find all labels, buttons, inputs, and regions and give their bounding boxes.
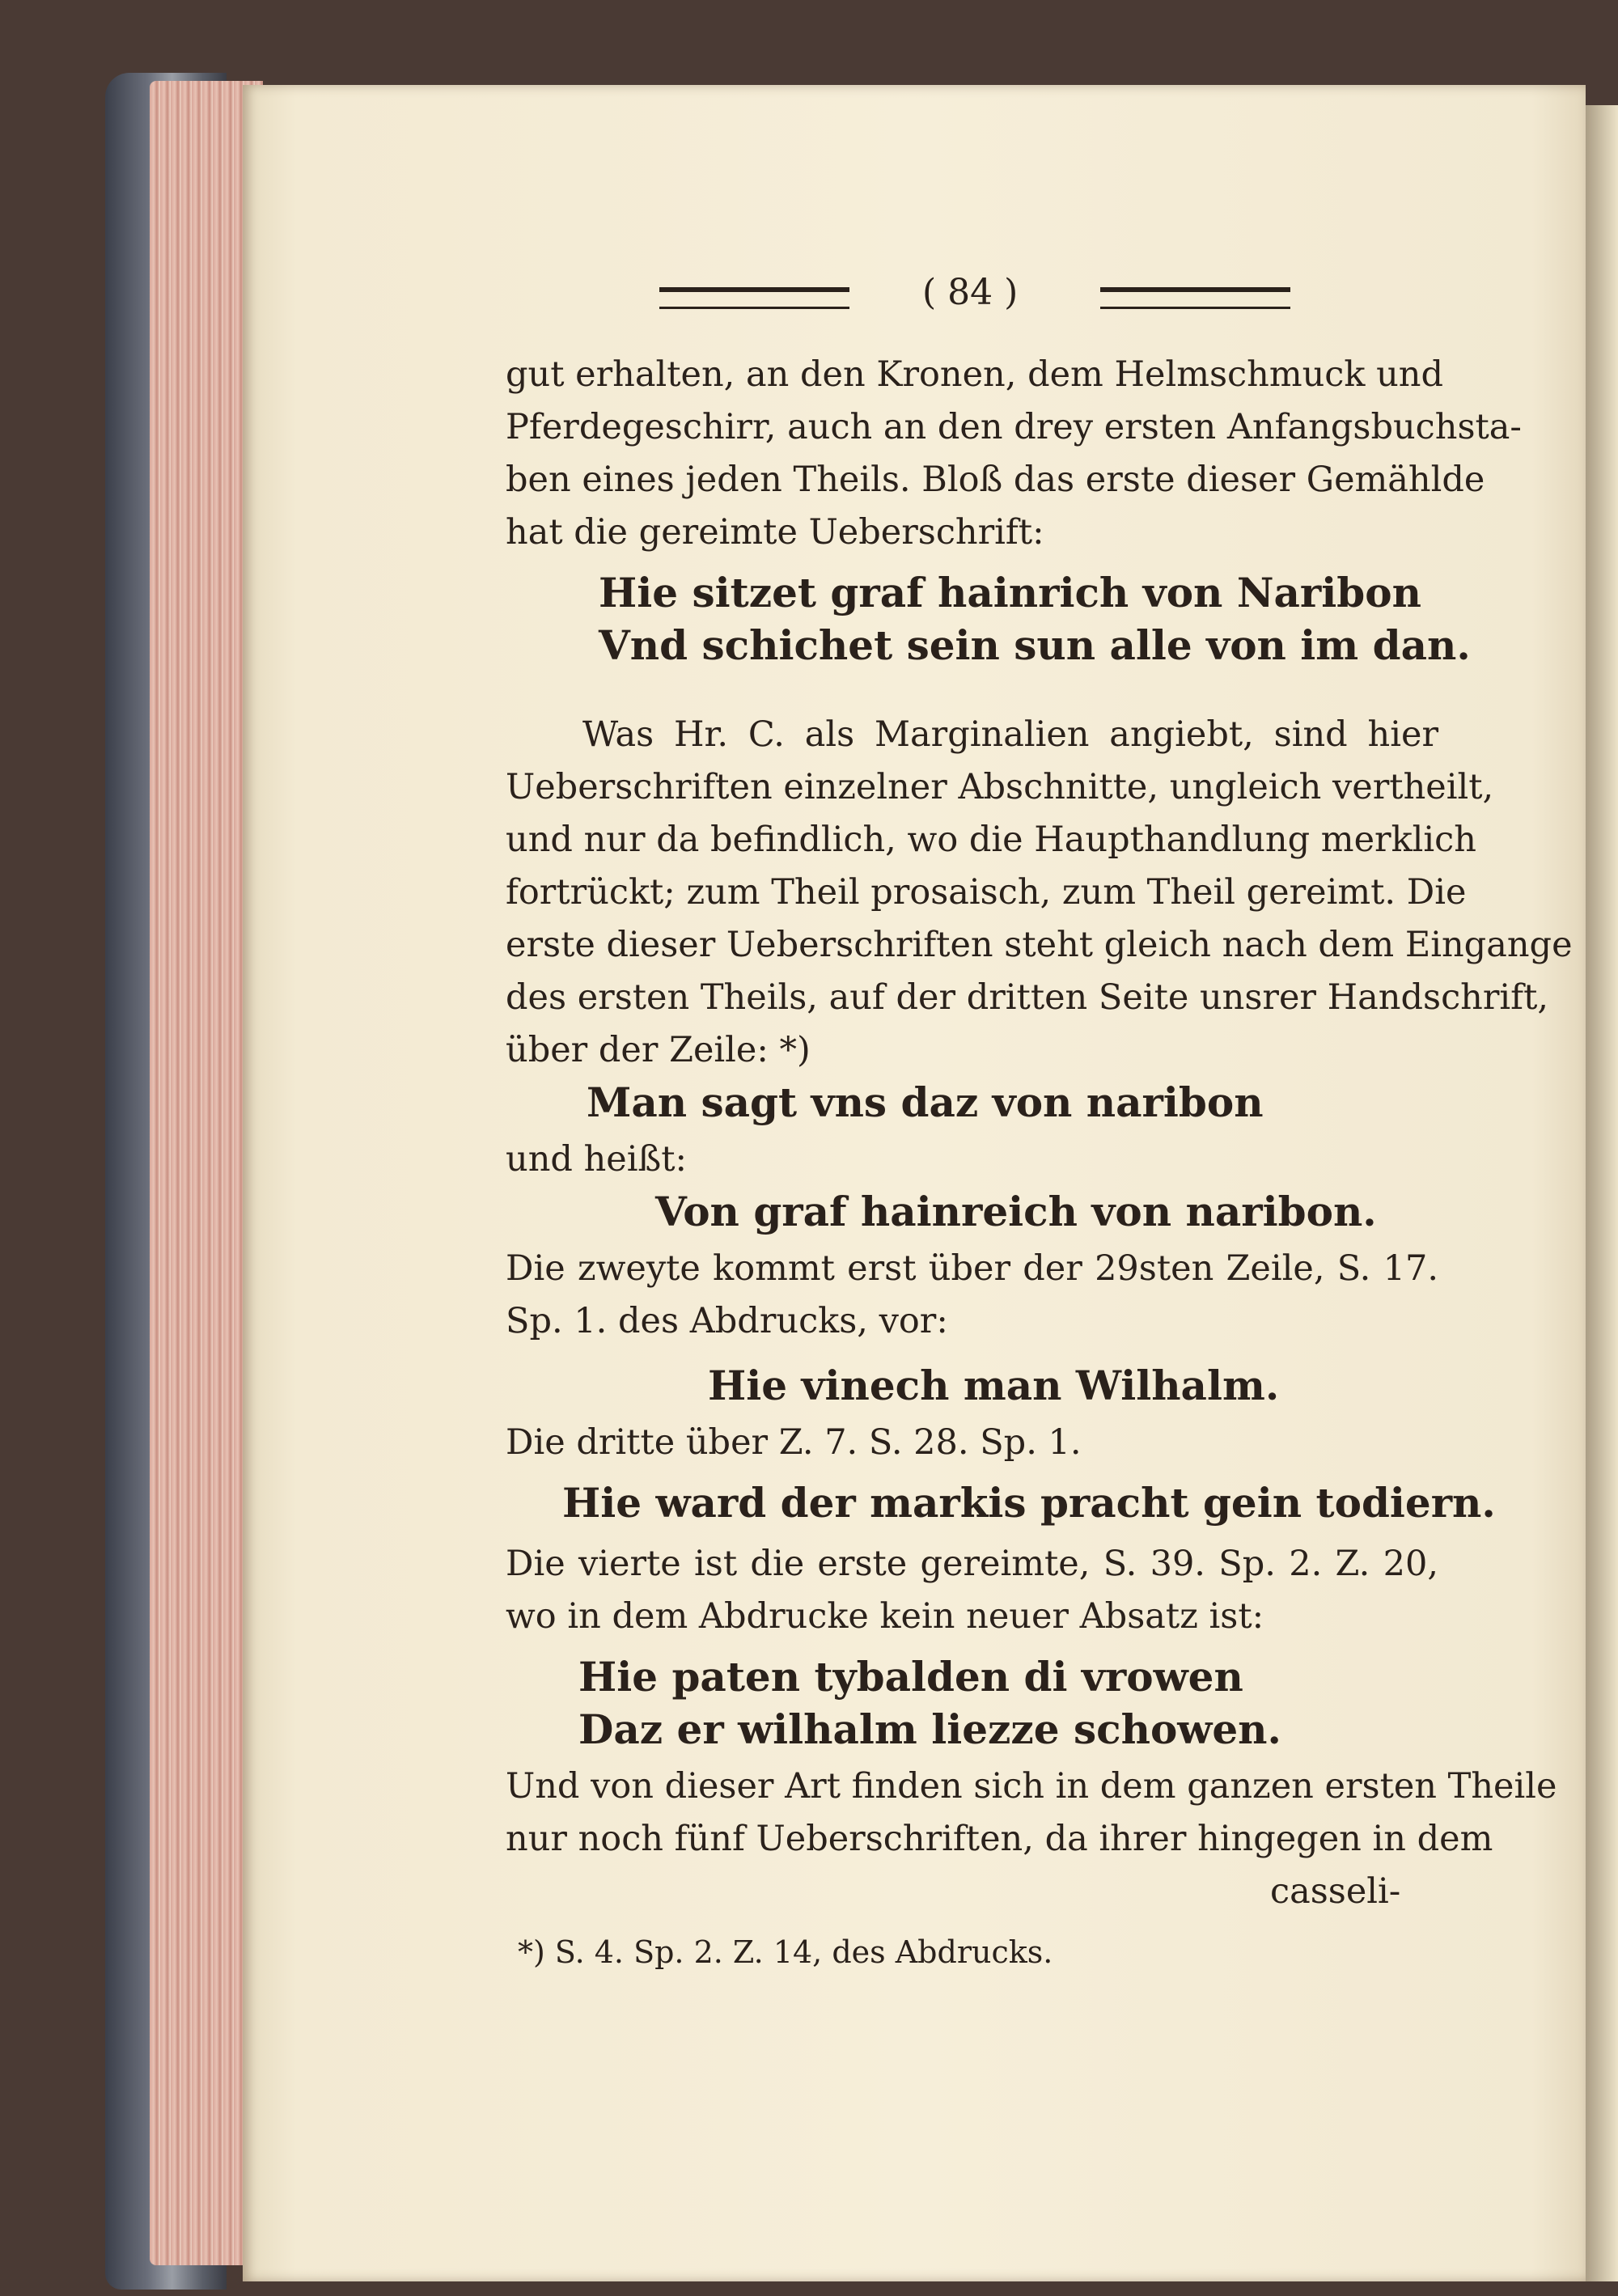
text-line: Ueberschriften einzelner Abschnitte, ungleich vertheilt,	[506, 767, 1494, 807]
verse-line: Daz er wilhalm liezze schowen.	[578, 1705, 1281, 1753]
text-line: wo in dem Abdrucke kein neuer Absatz ist:	[506, 1596, 1264, 1637]
text-line: Die zweyte kommt erst über der 29sten Zeile, S. 17.	[506, 1248, 1438, 1289]
verse-line: Hie paten tybalden di vrowen	[578, 1653, 1243, 1701]
text-line: des ersten Theils, auf der dritten Seite unsrer Handschrift,	[506, 977, 1549, 1018]
text-line: fortrückt; zum Theil prosaisch, zum Theil gereimt. Die	[506, 872, 1467, 913]
verse-line: Hie vinech man Wilhalm.	[708, 1362, 1280, 1409]
footnote: *) S. 4. Sp. 2. Z. 14, des Abdrucks.	[518, 1934, 1053, 1970]
verse-line: Hie sitzet graf hainrich von Naribon	[599, 569, 1421, 616]
text-line: hat die gereimte Ueberschrift:	[506, 512, 1044, 553]
text-line: über der Zeile: *)	[506, 1030, 811, 1070]
verse-line: Man sagt vns daz von naribon	[587, 1078, 1264, 1126]
text-line: Und von dieser Art finden sich in dem ganzen ersten Theile	[506, 1766, 1557, 1807]
header-rule-right	[1100, 287, 1290, 309]
text-line: Die dritte über Z. 7. S. 28. Sp. 1.	[506, 1422, 1082, 1463]
text-line: Sp. 1. des Abdrucks, vor:	[506, 1301, 948, 1341]
page-number: ( 84 )	[922, 272, 1019, 313]
text-line: nur noch fünf Ueberschriften, da ihrer hingegen in dem	[506, 1819, 1493, 1859]
text-line: Was Hr. C. als Marginalien angiebt, sind hier	[582, 714, 1438, 755]
text-line: ben eines jeden Theils. Bloß das erste dieser Gemählde	[506, 460, 1485, 500]
header-rule-left	[659, 287, 849, 309]
text-line: gut erhalten, an den Kronen, dem Helmschmuck und	[506, 354, 1444, 395]
text-line: und nur da befindlich, wo die Haupthandlung merklich	[506, 820, 1476, 860]
verse-line: Vnd schichet sein sun alle von im dan.	[599, 621, 1471, 669]
text-line: erste dieser Ueberschriften steht gleich nach dem Eingange	[506, 925, 1573, 965]
catchword: casseli-	[1270, 1871, 1401, 1912]
text-line: und heißt:	[506, 1139, 687, 1180]
text-line: Pferdegeschirr, auch an den drey ersten Anfangsbuchsta-	[506, 407, 1522, 447]
text-line: Die vierte ist die erste gereimte, S. 39. Sp. 2. Z. 20,	[506, 1544, 1438, 1584]
verse-line: Hie ward der markis pracht gein todiern.	[562, 1479, 1496, 1527]
verse-line: Von graf hainreich von naribon.	[655, 1188, 1377, 1235]
